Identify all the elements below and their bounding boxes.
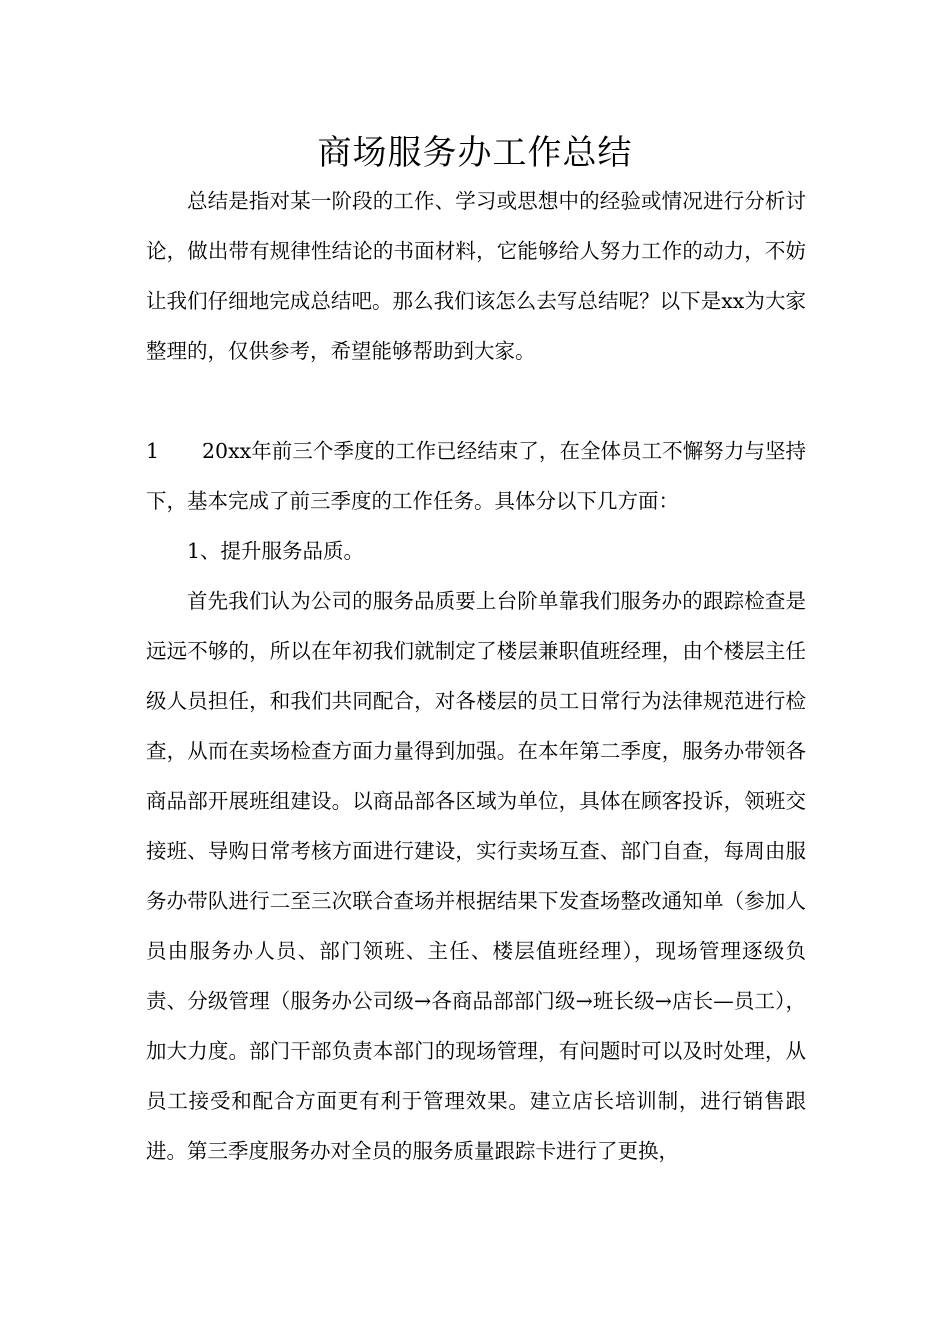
body-paragraph: 首先我们认为公司的服务品质要上台阶单靠我们服务办的跟踪检查是远远不够的，所以在年初我们就制定了楼层兼职值班经理，由个楼层主任级人员担任，和我们共同配合，对各楼层的员工日常行为法律规范进行检查，从而在卖场检查方面力量得到加强。在本年第二季度，服务办带领各商品部开展班组建设。以商品部各区域为单位，具体在顾客投诉，领班交接班、导购日常考核方面进行建设，实行卖场互查、部门自查，每周由服务办带队进行二至三次联合查场并根据结果下发查场整改通知单（参加人员由服务办人员、部门领班、主任、楼层值班经理），现场管理逐级负责、分级管理（服务办公司级→各商品部部门级→班长级→店长—员工），加大力度。部门干部负责本部门的现场管理，有问题时可以及时处理，从员工接受和配合方面更有利于管理效果。建立店长培训制，进行销售跟进。第三季度服务办对全员的服务质量跟踪卡进行了更换， — [146, 589, 806, 1163]
document-body — [146, 176, 806, 1176]
section-number: 1 — [146, 439, 160, 463]
subheading: 1、提升服务品质。 — [187, 539, 365, 563]
document-title: 商场服务办工作总结 — [317, 133, 633, 173]
blank-line — [146, 376, 806, 426]
section-paragraph — [146, 426, 806, 526]
intro-paragraph: 总结是指对某一阶段的工作、学习或思想中的经验或情况进行分析讨论，做出带有规律性结论的书面材料，它能够给人努力工作的动力，不妨让我们仔细地完成总结吧。那么我们该怎么去写总结呢？以下是xx为大家整理的，仅供参考，希望能够帮助到大家。 — [146, 189, 806, 363]
section-text: 20xx年前三个季度的工作已经结束了，在全体员工不懈努力与坚持下，基本完成了前三季度的工作任务。具体分以下几方面： — [146, 439, 806, 513]
